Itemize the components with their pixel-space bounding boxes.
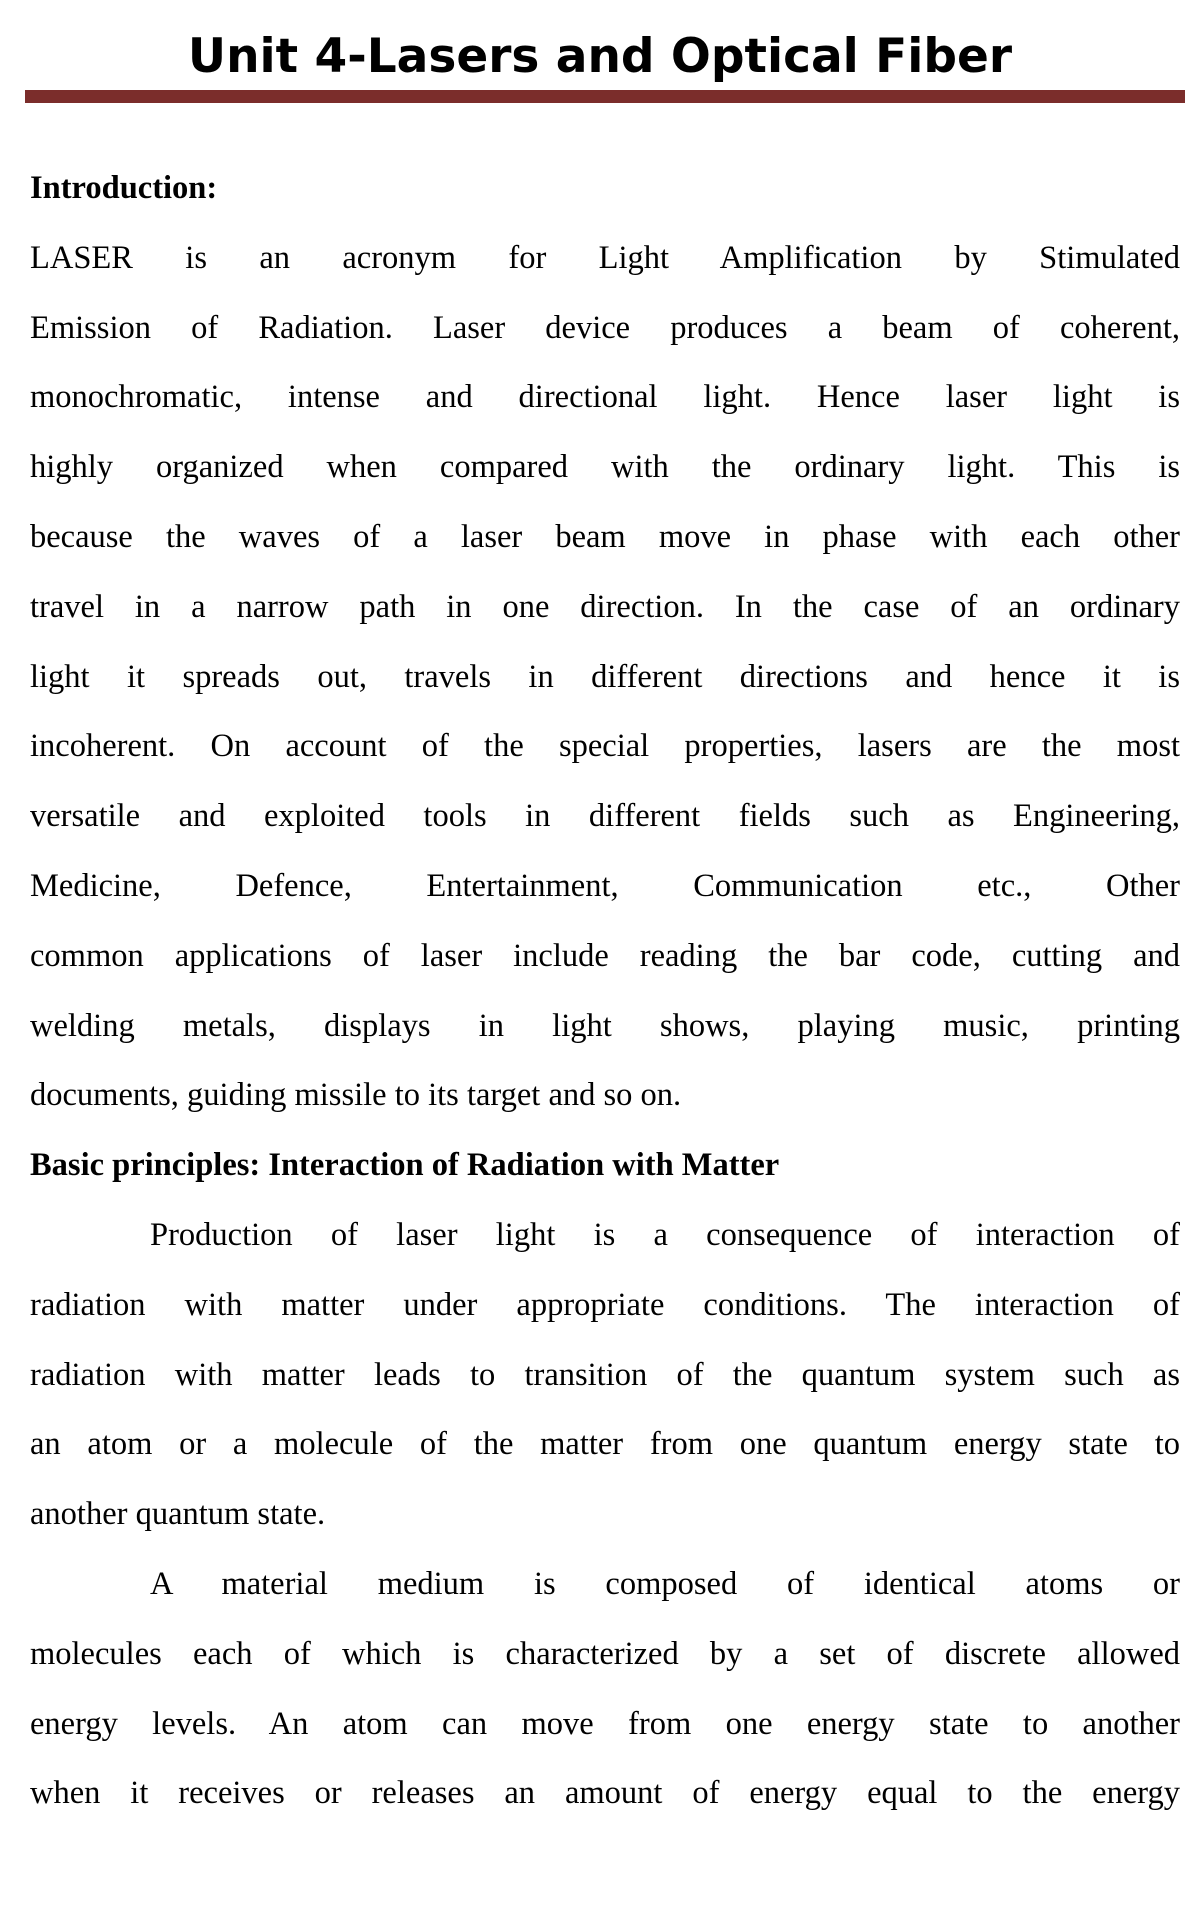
intro-text-line: because the waves of a laser beam move in phase with each other [30,518,1180,555]
principles-paragraph-1-line: an atom or a molecule of the matter from one quantum energy state to [30,1426,1180,1463]
principles-paragraph-1-line: radiation with matter leads to transition of the quantum system such as [30,1356,1180,1393]
principles-paragraph-2-line: when it receives or releases an amount of energy equal to the energy [30,1775,1180,1812]
intro-text-line: light it spreads out, travels in different directions and hence it is [30,658,1180,695]
intro-text-line: LASER is an acronym for Light Amplification by Stimulated [30,239,1180,276]
intro-text-line: highly organized when compared with the ordinary light. This is [30,449,1180,486]
intro-text-line-last: documents, guiding missile to its target and so on. [30,1077,682,1114]
section-heading-introduction: Introduction: [30,170,218,206]
intro-text-line: travel in a narrow path in one direction. In the case of an ordinary [30,588,1180,625]
intro-text-line: incoherent. On account of the special properties, lasers are the most [30,728,1180,765]
principles-paragraph-1-line: radiation with matter under appropriate conditions. The interaction of [30,1286,1180,1323]
page-title: Unit 4-Lasers and Optical Fiber [187,29,1013,84]
section-heading-basic-principles: Basic principles: Interaction of Radiation with Matter [30,1147,780,1184]
principles-paragraph-1-line-last: another quantum state. [30,1496,326,1533]
document-body [30,154,1180,1829]
principles-paragraph-1-line: Production of laser light is a consequence of interaction of [150,1216,1180,1253]
intro-text-line: Medicine, Defence, Entertainment, Communication etc., Other [30,867,1180,904]
intro-text-line: welding metals, displays in light shows, playing music, printing [30,1007,1180,1044]
intro-text-line: Emission of Radiation. Laser device produces a beam of coherent, [30,309,1180,346]
principles-paragraph-2-line: A material medium is composed of identical atoms or [150,1565,1180,1602]
intro-text-line: monochromatic, intense and directional light. Hence laser light is [30,379,1180,416]
intro-text-line: common applications of laser include reading the bar code, cutting and [30,937,1180,974]
intro-text-line: versatile and exploited tools in different fields such as Engineering, [30,798,1180,835]
principles-paragraph-2-line: energy levels. An atom can move from one energy state to another [30,1705,1180,1742]
principles-paragraph-2-line: molecules each of which is characterized by a set of discrete allowed [30,1635,1180,1672]
title-underline-rule [25,90,1185,103]
